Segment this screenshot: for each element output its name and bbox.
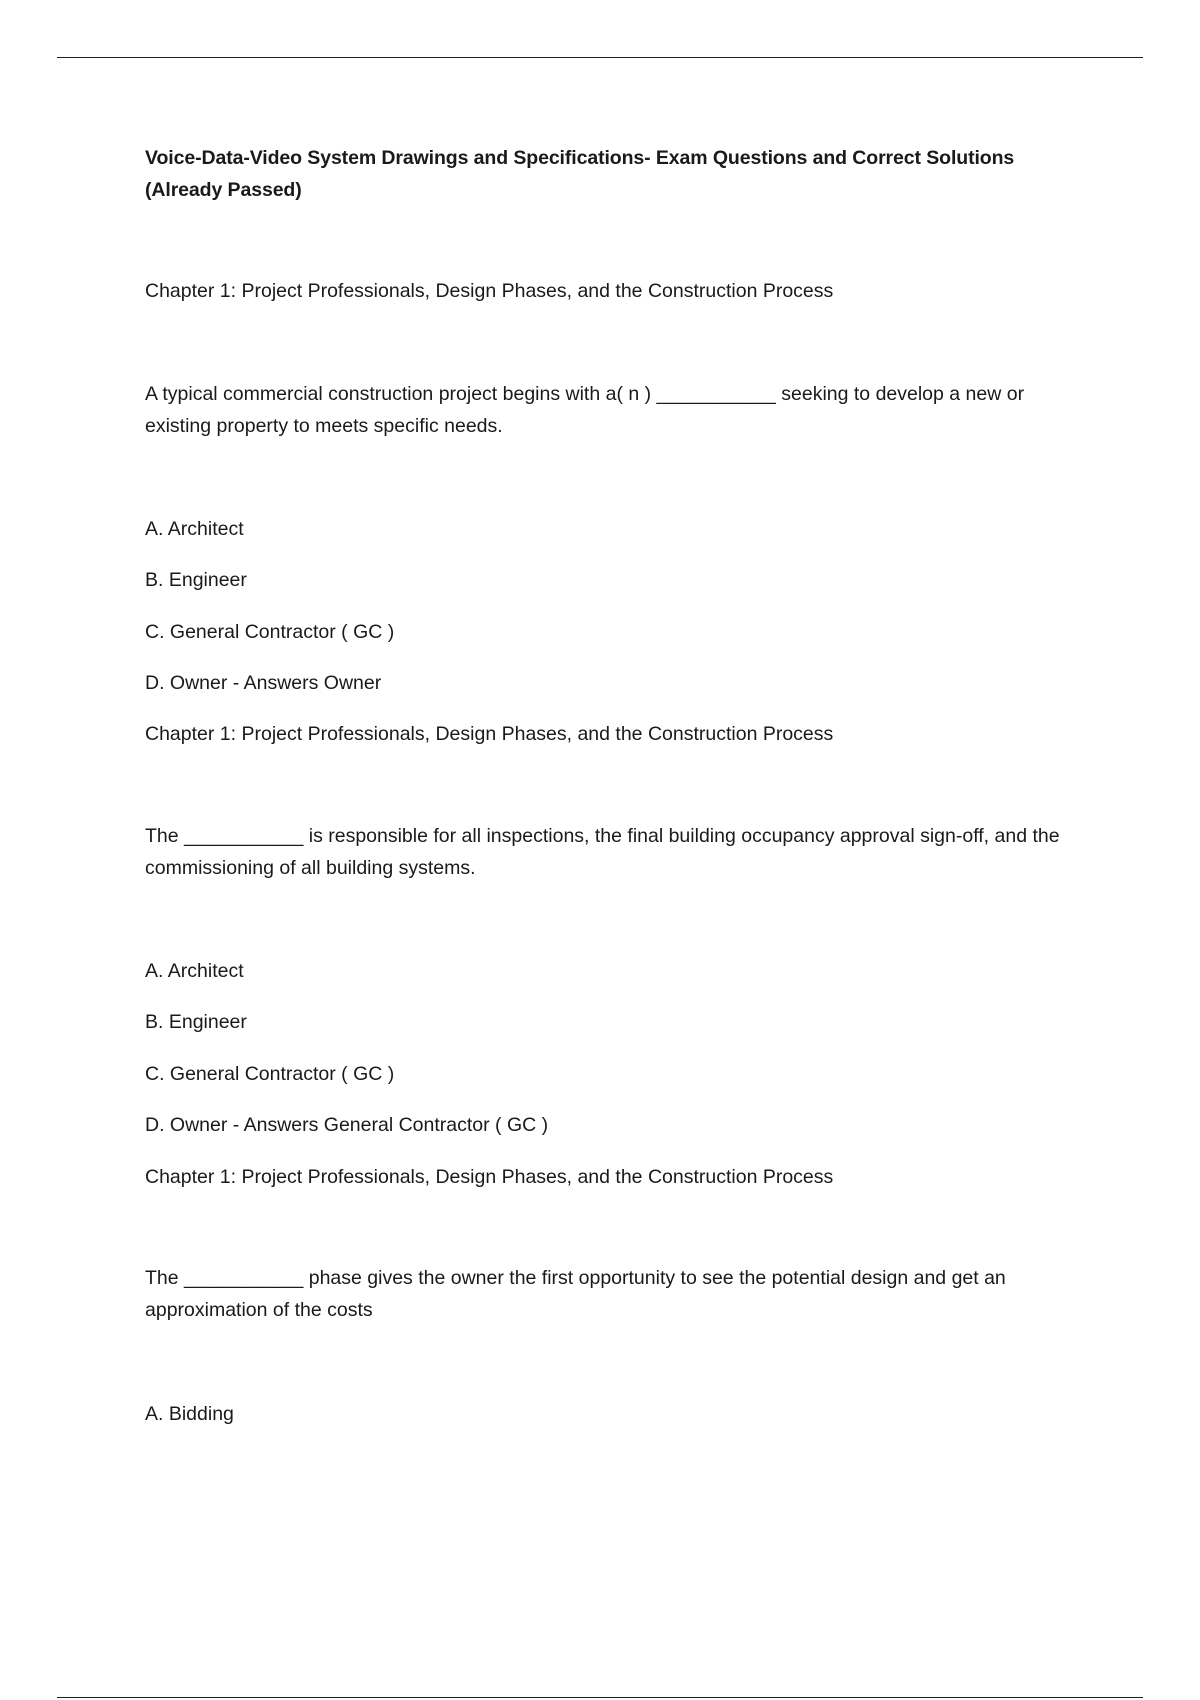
chapter-heading: Chapter 1: Project Professionals, Design Phases, and the Construction Process <box>145 280 834 302</box>
answer-option: D. Owner - Answers General Contractor ( GC ) <box>145 1114 549 1136</box>
answer-option: A. Bidding <box>145 1403 234 1425</box>
chapter-heading: Chapter 1: Project Professionals, Design Phases, and the Construction Process <box>145 723 834 745</box>
document-title: Voice-Data-Video System Drawings and Specifications- Exam Questions and Correct Solutions (Already Passed) <box>145 147 1015 201</box>
answer-option: A. Architect <box>145 518 244 540</box>
answer-option: C. General Contractor ( GC ) <box>145 1063 395 1085</box>
bottom-rule <box>57 1697 1143 1698</box>
chapter-heading: Chapter 1: Project Professionals, Design Phases, and the Construction Process <box>145 1166 834 1188</box>
top-rule <box>57 57 1143 58</box>
answer-option: B. Engineer <box>145 569 247 591</box>
answer-option: C. General Contractor ( GC ) <box>145 621 395 643</box>
question-text: The ___________ is responsible for all inspections, the final building occupancy approval sign-off, and the commissioning of all building systems. <box>145 825 1060 879</box>
question-text: A typical commercial construction project begins with a( n ) ___________ seeking to develop a new or existing property to meets specific needs. <box>145 383 1025 437</box>
answer-option: B. Engineer <box>145 1011 247 1033</box>
answer-option: D. Owner - Answers Owner <box>145 672 382 694</box>
question-text: The ___________ phase gives the owner the first opportunity to see the potential design and get an approximation of the costs <box>145 1267 1006 1321</box>
answer-option: A. Architect <box>145 960 244 982</box>
